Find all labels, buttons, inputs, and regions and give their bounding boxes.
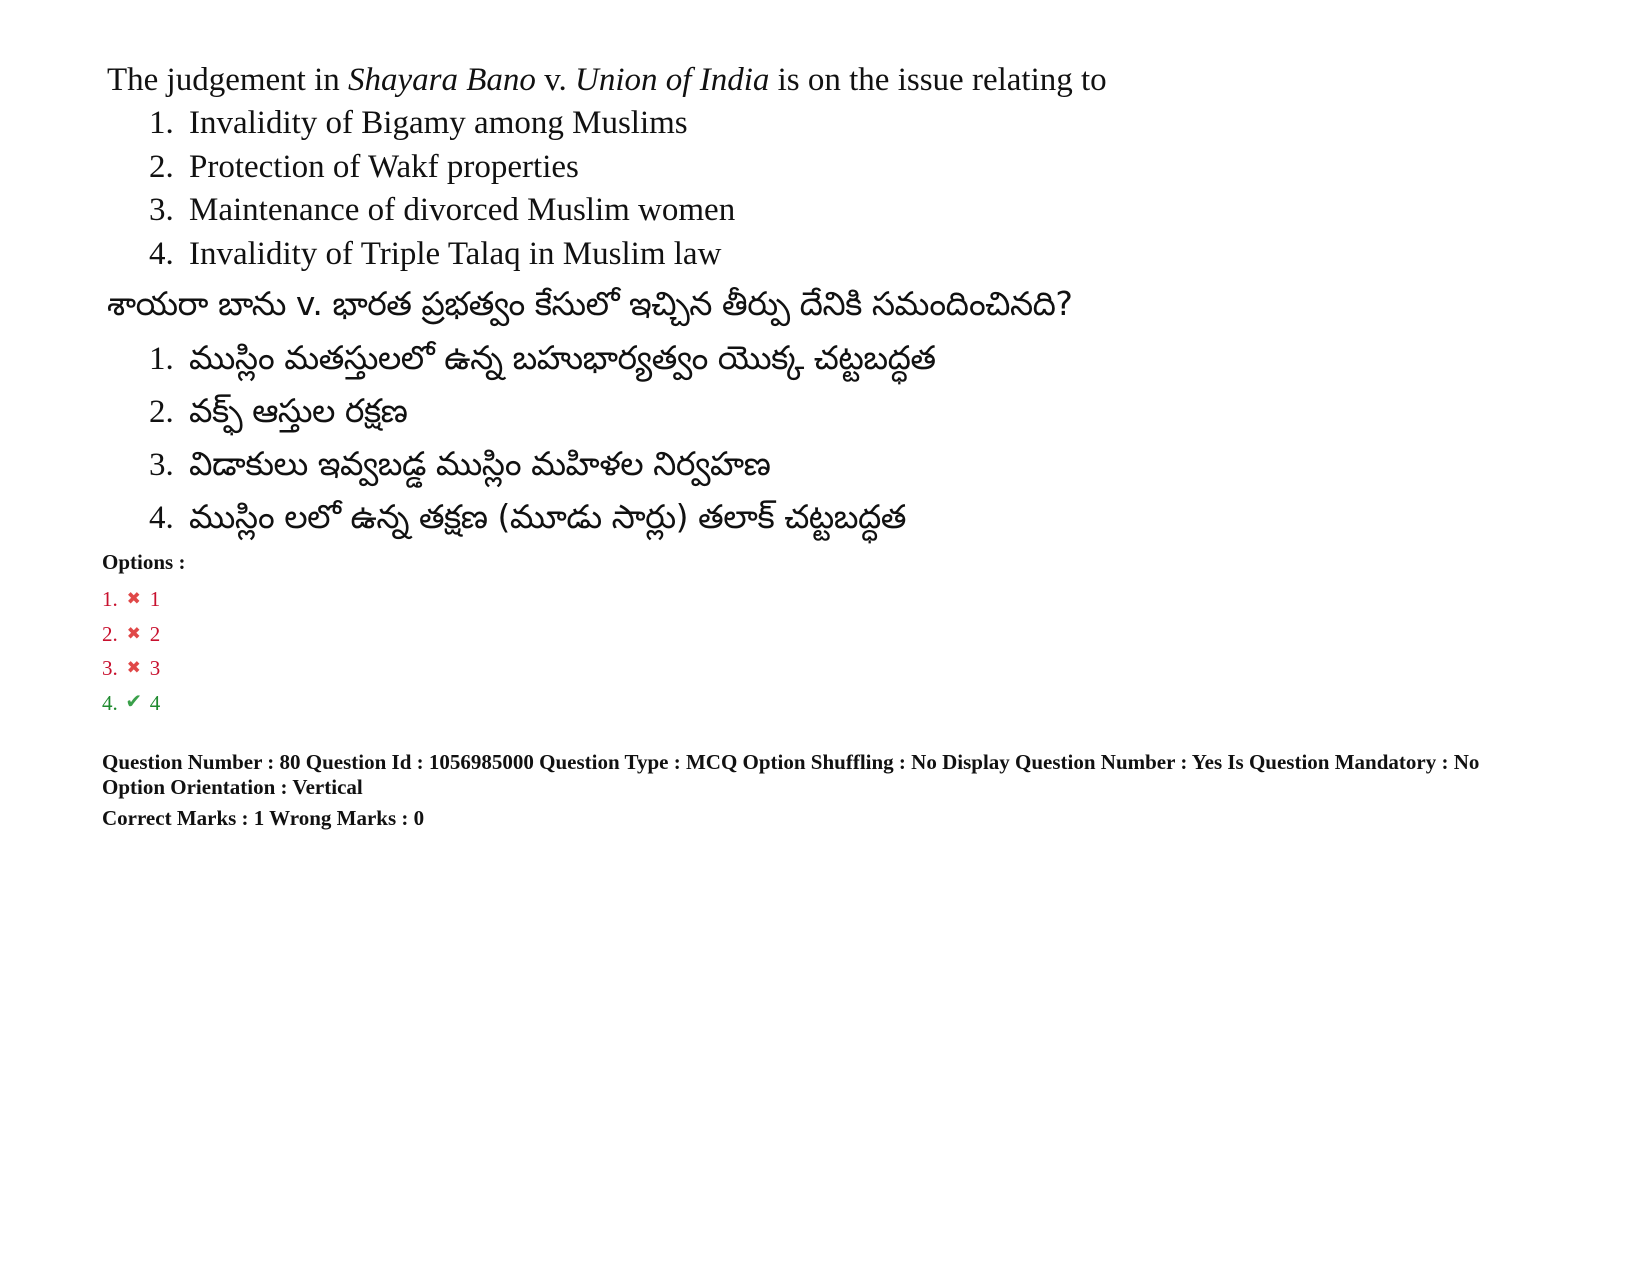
option-item[interactable] — [102, 617, 185, 652]
statement-list-telugu — [107, 332, 1607, 544]
statement-item — [107, 385, 1607, 438]
option-value: 2 — [149, 621, 161, 646]
statement-text: Invalidity of Triple Talaq in Muslim law — [189, 235, 722, 272]
statement-number: 4. — [149, 235, 174, 272]
statement-list-english — [107, 102, 1607, 276]
option-number: 3. — [102, 656, 118, 680]
statement-text: వక్ఫ్ ఆస్తుల రక్షణ — [189, 391, 408, 430]
stem-text: is on the issue relating to — [769, 62, 1107, 98]
statement-item — [107, 102, 1607, 146]
statement-text: విడాకులు ఇవ్వబడ్డ ముస్లిం మహిళల నిర్వహణ — [189, 444, 771, 483]
question-block — [107, 58, 1607, 544]
statement-number: 3. — [149, 192, 174, 228]
statement-item — [107, 233, 1607, 277]
statement-text: ముస్లిం మతస్తులలో ఉన్న బహుభార్యత్వం యొక్క చట్టబద్ధత — [189, 338, 936, 377]
case-name-petitioner: Shayara Bano — [348, 62, 536, 98]
option-item-correct[interactable] — [102, 686, 185, 721]
statement-text: Maintenance of divorced Muslim women — [189, 192, 736, 228]
statement-number: 4. — [149, 500, 174, 536]
statement-item — [107, 332, 1607, 385]
option-number: 2. — [102, 621, 118, 646]
metadata-orientation: Option Orientation : Vertical — [102, 775, 363, 799]
statement-item — [107, 146, 1607, 190]
statement-number: 2. — [149, 394, 174, 430]
statement-number: 2. — [149, 148, 174, 185]
option-number: 4. — [102, 690, 118, 715]
metadata-line: Question Number : 80 Question Id : 1056985000 Question Type : MCQ Option Shuffling : No Display Question Number : Yes Is Question Mandatory : No — [102, 750, 1480, 774]
statement-number: 1. — [149, 341, 174, 377]
statement-text: Invalidity of Bigamy among Muslims — [189, 105, 688, 141]
stem-text: The judgement in — [107, 62, 349, 98]
cross-icon: ✖ — [126, 623, 141, 643]
option-item[interactable] — [102, 651, 185, 686]
statement-text: Protection of Wakf properties — [189, 148, 579, 185]
options-section — [102, 548, 185, 720]
statement-item — [107, 491, 1607, 544]
option-value: 3 — [149, 656, 161, 680]
question-stem-english — [107, 58, 1607, 102]
statement-number: 1. — [149, 105, 174, 141]
option-value: 4 — [149, 690, 161, 715]
statement-item — [107, 438, 1607, 491]
options-title: Options : — [102, 550, 186, 574]
metadata-marks: Correct Marks : 1 Wrong Marks : 0 — [102, 806, 425, 830]
option-number: 1. — [102, 587, 118, 611]
option-value: 1 — [149, 587, 161, 611]
check-icon: ✔ — [125, 690, 143, 713]
question-metadata — [102, 750, 1602, 831]
cross-icon: ✖ — [126, 589, 141, 608]
question-stem-telugu: శాయరా బాను v. భారత ప్రభత్వం కేసులో ఇచ్చిన తీర్పు దేనికి సమందించినది? — [107, 284, 1073, 323]
statement-text: ముస్లిం లలో ఉన్న తక్షణ (మూడు సార్లు) తలాక్ చట్టబద్ధత — [189, 497, 906, 536]
stem-text: v. — [535, 62, 576, 98]
statement-item — [107, 189, 1607, 233]
option-item[interactable] — [102, 582, 185, 617]
cross-icon: ✖ — [126, 658, 141, 677]
statement-number: 3. — [149, 447, 174, 483]
case-name-respondent: Union of India — [575, 62, 770, 98]
